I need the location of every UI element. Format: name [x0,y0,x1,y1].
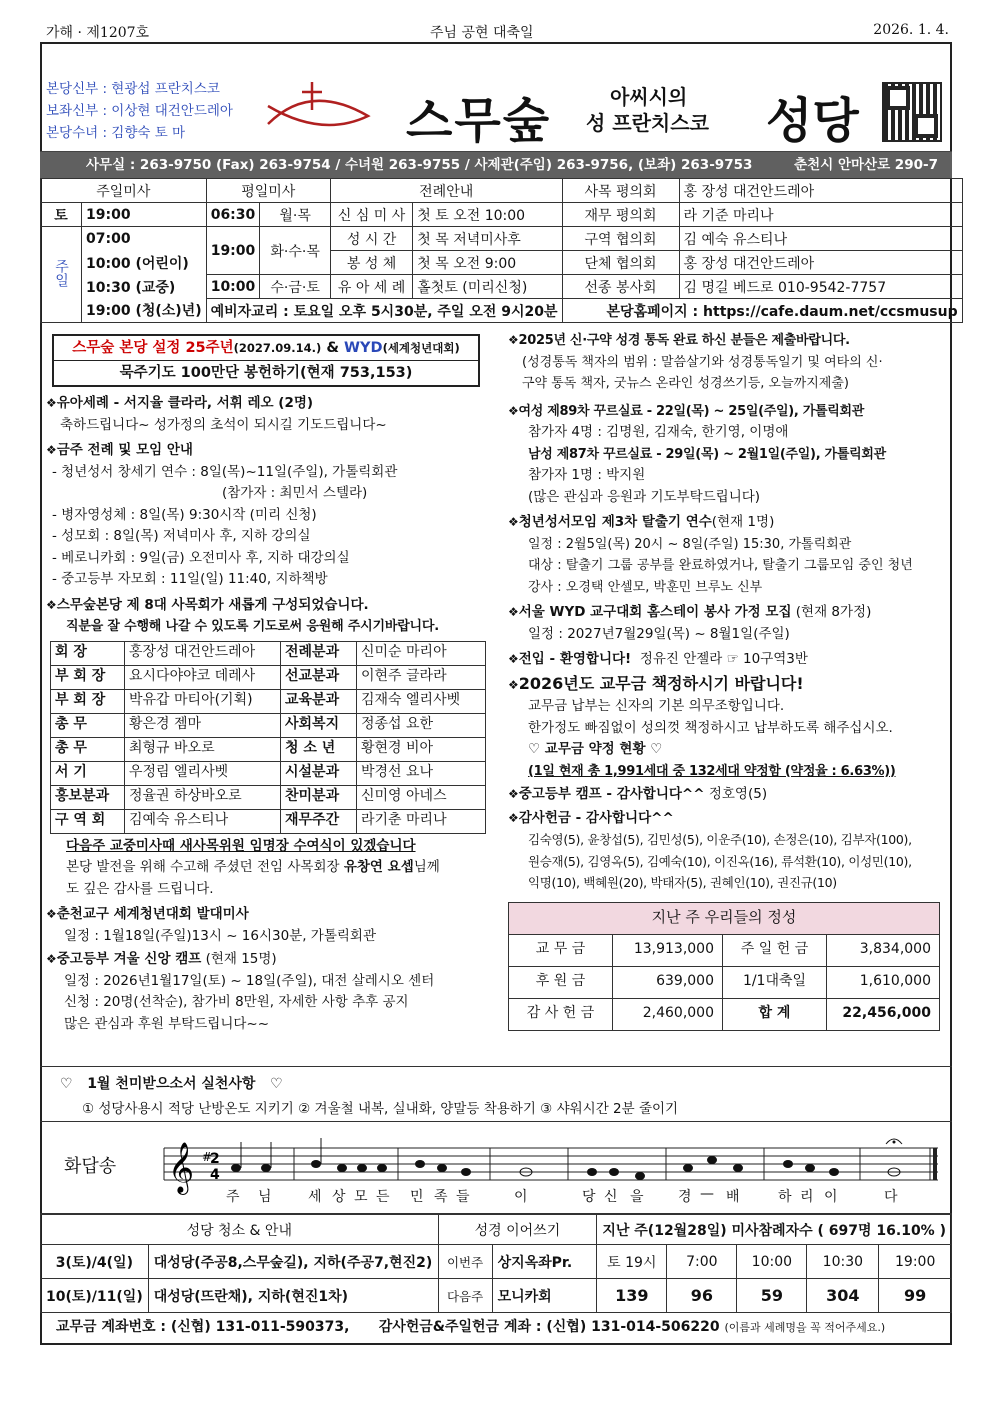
table-row: 3(토)/4(일) 대성당(주공8,스무숲길), 지하(주공7,현진2) 이번주 상지옥좌Pr. 토 19시 7:00 10:00 10:30 19:00 [41,1245,952,1279]
weekday-days: 월·목 [260,203,331,227]
office-phones: 사무실 : 263-9750 (Fax) 263-9754 / 수녀원 263-9755 / 사제관(주임) 263-9756, (보좌) 263-9753 [86,157,753,173]
council-subtitle: 직분을 잘 수행해 나갈 수 있도록 기도로써 응원해 주시기바랍니다. [66,619,440,634]
liturgy-value: 첫 토 오전 10:00 [413,203,562,227]
account-note: (이름과 세례명을 꼭 적어주세요.) [724,1321,886,1334]
left-column [46,334,492,1035]
event-item: - 청년성서 창세기 연수 : 8일(목)~11일(주일), 가톨릭회관 [52,463,398,480]
saturday-time: 19:00 [82,203,207,227]
gratitude-list: 김숙영(5), 윤창섭(5), 김민성(5), 이운주(10), 손정은(10), 김부자(100), 원승재(5), 김영옥(5), 김예숙(10), 이진옥(16), 류석환(10), 이성민(10), 익명(10), 백혜원(20), 박태자(5), 권혜인(10), 권진규(10) [528,832,912,890]
event-item: (참가자 : 최민서 스텔라) [222,485,368,501]
wyd-schedule: 일정 : 1월18일(주일)13시 ~ 16시30분, 가톨릭회관 [64,927,377,944]
welcome: ❖ 전입 - 환영합니다! 정유진 안젤라 ☞ 10구역3반 [508,649,948,671]
event-item: - 성모회 : 8일(목) 저녁미사 후, 지하 강의실 [52,528,311,544]
pastor: 본당신부 : 현광섭 프란치스코 [46,81,220,97]
sunday-time: 10:00 (어린이) [82,251,207,275]
homepage-link[interactable]: https://cafe.daum.net/ccsmusup [703,303,958,320]
liturgy-value: 홀첫토 (미리신청) [413,275,562,299]
catechism-info: 예비자교리 : 토요일 오후 5시30분, 주일 오전 9시20분 [206,299,562,323]
events-list [46,462,492,591]
liturgy-value: 첫 목 저녁미사후 [413,227,562,251]
cleaning-attendance-table [40,1214,952,1313]
liturgy-label: 신 심 미 사 [330,203,412,227]
logo-sub: 아씨시의 성 프란치스코 [586,85,709,135]
practice-section [40,1066,952,1122]
liturgy-value: 첫 목 오전 9:00 [413,251,562,275]
homestay-title: ❖ 서울 WYD 교구대회 홈스테이 봉사 가정 모집 (현재 8가정) [508,602,948,624]
psalm-lyrics: 주 님 세 상 모 든 민 족 들 이 당 신 을 경 — 배 하 리 이 다 [226,1186,899,1205]
cursillo-men-participants: 참가자 1명 : 박지원 [528,467,646,483]
council-label: 구역 협의회 [562,227,679,251]
masthead-line [40,22,955,42]
psalm-section [40,1122,952,1214]
gratitude-title: ❖ 감사헌금 - 감사합니다^^ [508,808,948,830]
events-title: ❖ 금주 전례 및 모임 안내 [46,440,492,462]
logo-end: 성당 [766,93,859,149]
mass-schedule-table [40,178,963,323]
header-weekday-mass: 평일미사 [206,179,330,203]
sunday-label: 주일 [41,227,82,323]
baptism-text: 축하드립니다~ 성가정의 초석이 되시길 기도드립니다~ [60,416,387,433]
tithe-text: 교무금 납부는 신자의 기본 의무조항입니다. 한가정도 빠짐없이 성의껏 책정하시고 납부하도록 해주십시오. [528,698,893,736]
attendance-header: 지난 주(12월28일) 미사참례자수 ( 697명 16.10% ) [597,1215,952,1245]
council-label: 재무 평의회 [562,203,679,227]
cursillo-women: ❖ 여성 제89차 꾸르실료 - 22일(목) ~ 25일(주일), 가톨릭회관 [508,401,948,423]
table-row: 서 기 우정림 엘리사벳 시설분과 박경선 요나 [51,761,486,785]
liturgical-day: 주님 공현 대축일 [430,25,534,41]
council-value: 김 명길 베드로 010-9542-7757 [679,275,962,299]
council-title: ❖ 스무숲본당 제 8대 사목회가 새롭게 구성되었습니다. [46,595,492,617]
youth-bible-title: ❖ 청년성서모임 제3차 탈출기 연수(현재 1명) [508,512,948,534]
right-column [508,330,948,1031]
bible-writing-header: 성경 이어쓰기 [438,1215,597,1245]
gift-account: 감사헌금&주일헌금 계좌 : (신협) 131-014-506220 [378,1319,720,1335]
office-bar [40,152,952,178]
offering-table [508,902,940,1031]
council-value: 홍 장성 대건안드레아 [679,251,962,275]
weekday-time: 10:00 [206,275,260,299]
thanks-text-2: 도 깊은 감사를 드립니다. [66,880,214,897]
council-value: 김 예숙 유스티나 [679,227,962,251]
table-row: 후 원 금 639,000 1/1대축일 1,610,000 [509,966,940,998]
rosary-goal: 묵주기도 100만단 봉헌하기(현재 753,153) [119,365,413,381]
council-value: 라 기준 마리나 [679,203,962,227]
offering-title: 지난 주 우리들의 정성 [509,902,940,934]
sunday-time: 10:30 (교중) [82,275,207,299]
weekday-time: 19:00 [206,227,260,275]
thanks-text: 본당 발전을 위해 수고해 주셨던 전임 사목회장 유창연 요셉님께 [66,859,440,875]
sister: 본당수녀 : 김향숙 토 마 [46,125,186,141]
fish-cross-icon [260,76,380,146]
table-row: 부 회 장 요시다야야코 데레사 선교분과 이현주 글라라 [51,665,486,689]
bible-details: (성경통독 책자의 범위 : 말씀살기와 성경통독일기 및 여타의 신· 구약 통독 책자, 굿뉴스 온라인 성경쓰기등, 오늘까지제출) [522,354,883,391]
event-item: - 병자영성체 : 8일(목) 9:30시작 (미리 신청) [52,506,317,523]
header-liturgy: 전례안내 [330,179,562,203]
bible-title: ❖ 2025년 신·구약 성경 통독 완료 하신 분들은 제출바랍니다. [508,330,948,352]
table-row: 교 무 금 13,913,000 주 일 헌 금 3,834,000 [509,934,940,966]
header [40,72,952,152]
treble-clef-icon: 𝄞 [168,1142,195,1193]
council-label: 사목 평의회 [562,179,679,203]
cursillo-note: (많은 관심과 응원과 기도부탁드립니다) [528,488,761,505]
table-row: 10(토)/11(일) 대성당(뜨란채), 지하(현진1차) 다음주 모니카회 139 96 59 304 99 [41,1279,952,1313]
liturgy-label: 유 아 세 례 [330,275,412,299]
svg-text:#: # [202,1150,213,1164]
council-label: 단체 협의회 [562,251,679,275]
time-signature-denominator: 4 [210,1167,220,1183]
camp-details: 일정 : 2026년1월17일(토) ~ 18일(주일), 대전 살레시오 센터 신청 : 20명(선착순), 참가비 8만원, 자세한 사항 추후 공지 많은 관심과 후원 부탁드립니다~~ [64,972,435,1032]
table-row: 총 무 최형규 바오로 청 소 년 황현경 비아 [51,737,486,761]
table-row: 총 무 황은경 젬마 사회복지 정종섭 요한 [51,713,486,737]
next-week-notice: 다음주 교중미사때 새사목위원 임명장 수여식이 있겠습니다 [66,837,416,854]
table-row: 부 회 장 박유갑 마티아(기획) 교육분과 김재숙 엘리사벳 [51,689,486,713]
divider [40,322,952,323]
event-item: - 베로니카회 : 9일(금) 오전미사 후, 지하 대강의실 [52,549,350,566]
sunday-time: 07:00 [82,227,207,251]
saturday-label: 토 [41,203,82,227]
wyd-title: ❖ 춘천교구 세계청년대회 발대미사 [46,904,492,926]
table-row: 구 역 회 김예숙 유스티나 재무주간 라기춘 마리나 [51,809,486,833]
council-table [50,641,486,834]
practice-title: ♡ 1월 천미받으소서 실천사항 ♡ [60,1076,283,1092]
cursillo-men: 남성 제87차 꾸르실료 - 29일(목) ~ 2월1일(주일), 가톨릭회관 [528,446,886,462]
logo-main: 스무숲 [406,93,552,149]
issue-number: 가해 · 제1207호 [46,25,150,41]
assistant-pastor: 보좌신부 : 이상현 대건안드레아 [46,103,233,119]
sunday-time: 19:00 (청(소)년) [82,299,207,323]
account-info [40,1312,952,1343]
council-value: 홍 장성 대건안드레아 [679,179,962,203]
table-row: 감 사 헌 금 2,460,000 합 계 22,456,000 [509,998,940,1030]
event-item: - 중고등부 자모회 : 11일(일) 11:40, 지하책방 [52,571,328,587]
liturgy-label: 봉 성 체 [330,251,412,275]
camp-thanks: ❖ 중고등부 캠프 - 감사합니다^^ 정호영(5) [508,784,948,806]
homestay-date: 일정 : 2027년7월29일(목) ~ 8월1일(주일) [528,625,790,642]
youth-bible-details: 일정 : 2월5일(목) 20시 ~ 8일(주일) 15:30, 가톨릭회관 대상 : 탈출기 그룹 공부를 완료하였거나, 탈출기 그룹모임 중인 청년 강사 : 오경택 안셀모, 박훈민 브루노 신부 [528,536,913,595]
parish-logo [256,76,900,149]
anniversary-title: 스무숲 본당 설정 25주년(2027.09.14.) & WYD(세계청년대회) [54,336,478,361]
tithe-account: 교무금 계좌번호 : (신협) 131-011-590373, [56,1319,350,1335]
homepage-row: 본당홈페이지 : https://cafe.daum.net/ccsmusup [562,299,962,323]
weekday-days: 수·금·토 [260,275,331,299]
header-sunday-mass: 주일미사 [41,179,207,203]
office-address: 춘천시 안마산로 290-7 [794,157,938,173]
tithe-status: (1일 현재 총 1,991세대 중 132세대 약정함 (약정율 : 6.63%)) [528,763,896,779]
table-row: 회 장 홍장성 대건안드레아 전례분과 신미순 마리아 [51,641,486,665]
council-label: 선종 봉사회 [562,275,679,299]
cursillo-women-participants: 참가자 4명 : 김명원, 김재숙, 한기영, 이명애 [528,424,789,440]
tithe-title: ❖ 2026년도 교무금 책정하시기 바랍니다! [508,673,948,697]
weekday-days: 화·수·목 [260,227,331,275]
weekday-time: 06:30 [206,203,260,227]
tithe-status-title: ♡ 교무금 약정 현황 ♡ [528,741,663,757]
time-signature-numerator: 2 [210,1151,220,1167]
table-row: 홍보분과 정율권 하상바오로 찬미분과 신미영 아네스 [51,785,486,809]
issue-date: 2026. 1. 4. [873,22,949,38]
psalm-label: 화답송 [64,1156,117,1177]
camp-title: ❖ 중고등부 겨울 신앙 캠프 (현재 15명) [46,949,492,971]
liturgy-label: 성 시 간 [330,227,412,251]
anniversary-box [52,334,480,387]
qr-code[interactable] [882,82,942,142]
cleaning-header: 성당 청소 & 안내 [41,1215,439,1245]
baptism-title: ❖ 유아세례 - 서지율 클라라, 서휘 레오 (2명) [46,393,492,415]
practice-items: ① 성당사용시 적당 난방온도 지키기 ② 겨울철 내복, 실내화, 양말등 착용하기 ③ 샤워시간 2분 줄이기 [82,1101,679,1117]
clergy-list [46,78,233,144]
